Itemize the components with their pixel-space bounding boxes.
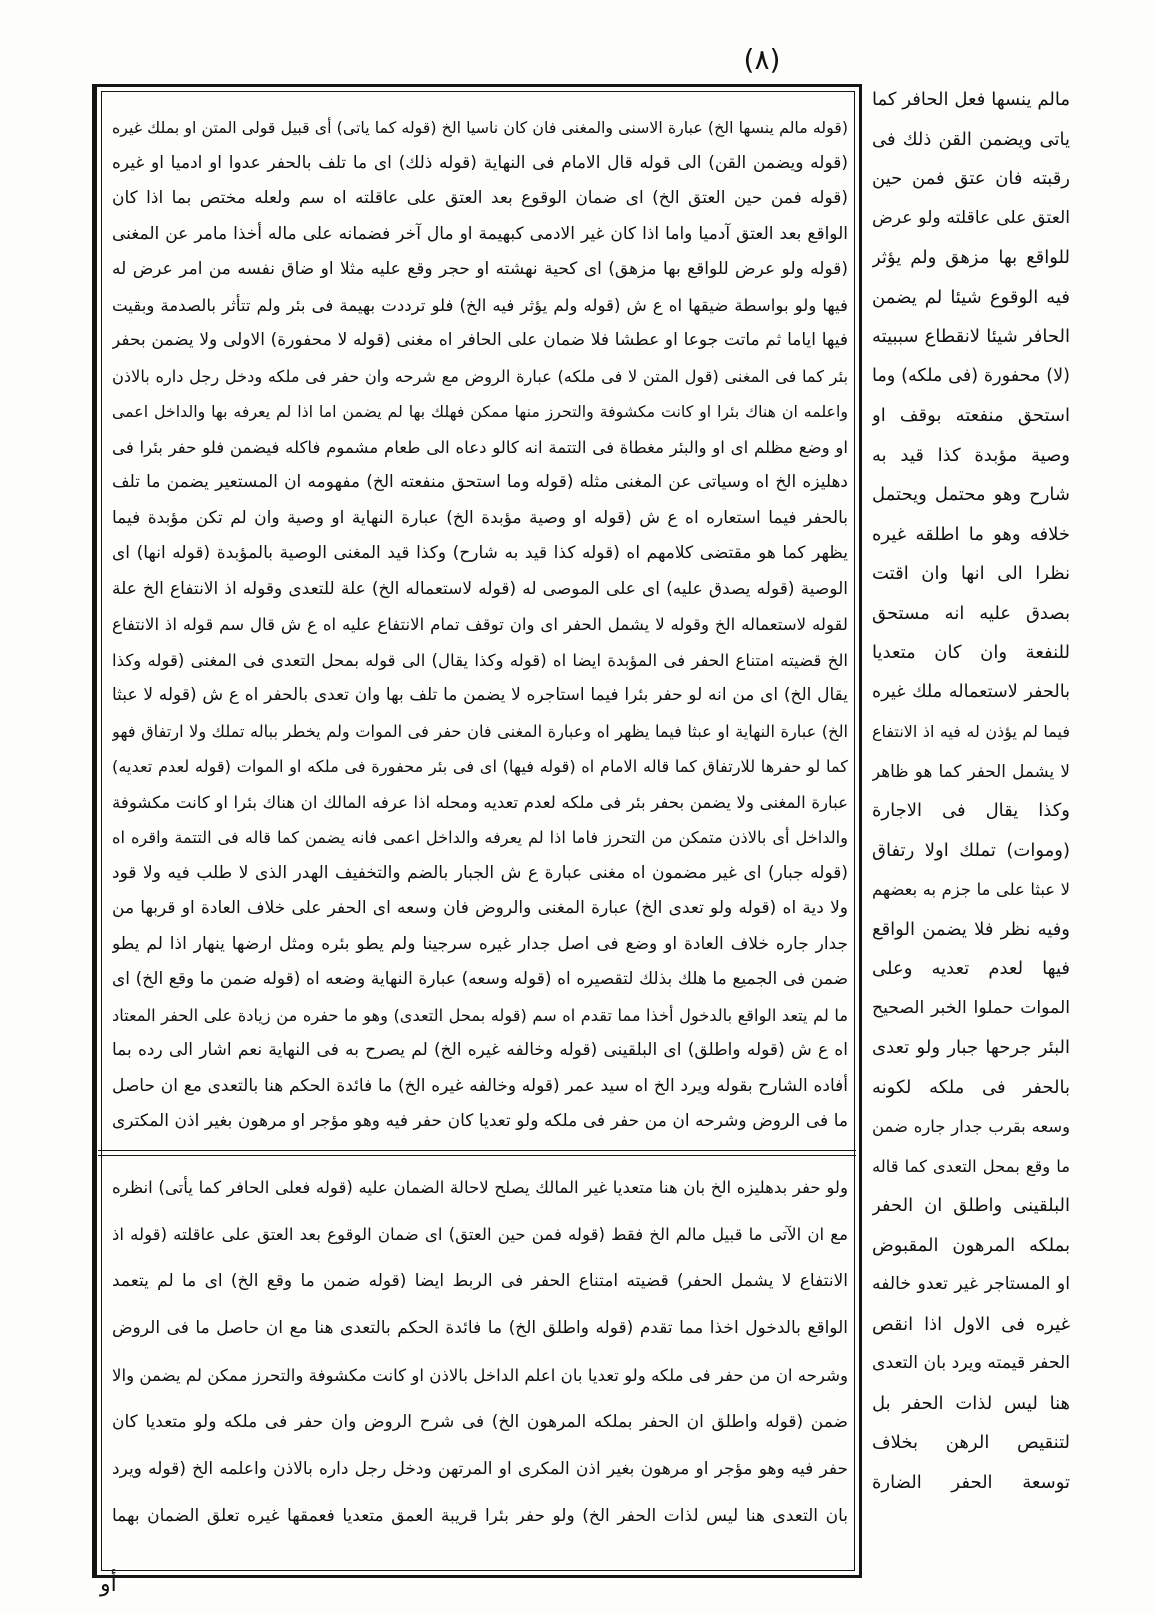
commentary-line: واعلمه ان هناك بئرا او كانت مكشوفة والتحرز منها ممكن فهلك بها لم يضمن اما اذا لم يعرفه بها والداخل اعمى [112, 402, 848, 421]
main-text-line: غيره فى الاول اذا انقص [872, 1313, 1070, 1335]
main-text-line: فيه الوقوع شيئا لم يضمن [872, 286, 1070, 308]
commentary-line: فيها ولو بواسطة ضيقها اه ع ش (قوله ولم يؤثر فيه الخ) فلو ترددت بهيمة فى بئر ولم تتأثر بالصدمة وبقيت [112, 295, 848, 315]
main-text-line: الحفر قيمته ويرد بان التعدى [872, 1353, 1070, 1373]
footnote-line: ولو حفر بدهليزه الخ بان هنا متعديا غير المالك يصلح لاحالة الضمان عليه (قوله فعلى الحافر كما يأتى) انظره [112, 1178, 848, 1197]
commentary-line: يظهر كما هو مقتضى كلامهم اه (قوله كذا قيد به شارح) وكذا قيد المغنى الوصية بالمؤبدة (قوله انها) اى [112, 543, 848, 563]
commentary-line: والداخل أى بالاذن متمكن من التحرز فاما اذا لم يعرفه والداخل اعمى فانه يضمن كما قاله فى التتمة واقره اه [112, 828, 848, 847]
commentary-line: الوصية (قوله يصدق عليه) اى على الموصى له (قوله لاستعماله الخ) علة للتعدى وقوله اذ الانتفاع الخ علة [112, 578, 848, 599]
commentary-line: كما لو حفرها للارتفاق كما قاله الامام اه (قوله فيها) اى فى بئر محفورة فى ملكه او الموات (قوله لعدم تعديه) [112, 757, 848, 776]
main-text-line: بصدق عليه انه مستحق [872, 602, 1070, 624]
commentary-upper [112, 110, 848, 1140]
commentary-line: (قوله مالم ينسها الخ) عبارة الاسنى والمغنى فان كان ناسيا الخ (قوله كما ياتى) أى قبيل قولى المتن او بملك غيره [112, 118, 848, 137]
main-text-line: البلقينى واطلق ان الحفر [872, 1195, 1070, 1216]
main-text-line: (لا) محفورة (فى ملكه) وما [872, 365, 1070, 386]
commentary-line: ضمن فى الجميع ما هلك بذلك لتقصيره اه (قوله وسعه) عبارة النهاية وضعه اه (قوله ضمن ما وقع الخ) اى [112, 969, 848, 989]
main-text-line: (وموات) تملك اولا رتفاق [872, 839, 1070, 861]
main-text-line: هنا ليس لذات الحفر بل [872, 1392, 1070, 1414]
commentary-line: بئر كما فى المغنى (قول المتن لا فى ملكه) عبارة الروض مع شرحه وان حفر فى ملكه ودخل رجل داره بالاذن [112, 366, 848, 386]
commentary-separator [98, 1150, 856, 1156]
main-text-line: وصية مؤبدة كذا قيد به [872, 444, 1070, 466]
main-text-line: او المستاجر غير تعدو خالفه [872, 1274, 1070, 1294]
main-text-line: ما وقع بمحل التعدى كما قاله [872, 1156, 1070, 1176]
footnote-line: حفر فيه وهو مؤجر او مرهون بغير اذن المكرى او المرتهن ودخل رجل داره بالاذن واعلمه الخ (قوله ويرد [112, 1459, 848, 1479]
commentary-line: جدار جاره خلاف العادة او وضع فى اصل جدار غيره سرجينا ولم يطو بئره ومثل ارضها ينهار اذا لم يطو [112, 933, 848, 954]
main-text-line: لا عبثا على ما جزم به بعضهم [872, 880, 1070, 899]
footnote-line: ضمن (قوله واطلق ان الحفر بملكه المرهون الخ) فى شرح الروض وان حفر فى ملكه ولو متعديا كان [112, 1412, 848, 1432]
main-text-line: وفيه نظر فلا يضمن الواقع [872, 918, 1070, 940]
commentary-line: يقال الخ) اى من انه لو حفر بئرا فيما استاجره لا يضمن ما تلف بها وان تعدى بالحفر اه ع ش (قوله لا عبثا [112, 685, 848, 705]
commentary-line: (قوله ويضمن القن) الى قوله قال الامام فى النهاية (قوله ذلك) اى ما تلف بالحفر عدوا او ادميا او غيره [112, 152, 848, 173]
footnote-line: مع ان الآتى ما قبيل مالم الخ فقط (قوله فمن حين العتق) اى ضمان الوقوع بعد العتق على عاقلته (قوله اذ [112, 1225, 848, 1244]
commentary-line: (قوله فمن حين العتق الخ) اى ضمان الوقوع بعد العتق على عاقلته اه سم ولعله مختص بما اذا كان [112, 188, 848, 208]
commentary-line: الخ قضيته امتناع الحفر فى المؤبدة ايضا اه (قوله وكذا يقال) الى قوله بمحل التعدى فى المغنى (قوله وكذا [112, 650, 848, 670]
main-text-line: البئر جرحها جبار ولو تعدى [872, 1037, 1070, 1058]
commentary-line: (قوله ولو عرض للواقع بها مزهق) اى كحية نهشته او حجر وقع عليه مثلا او ضاق نفسه من امر عرض له [112, 259, 848, 279]
main-text-line: فيما لم يؤذن له فيه اذ الانتفاع [872, 722, 1070, 741]
main-text-line: رقبته فان عتق فمن حين [872, 168, 1070, 189]
footnote-line: وشرحه ان من حفر فى ملكه ولو تعديا بان اعلم الداخل بالاذن او كانت مكشوفة والتحرز ممكن لم يضمن والا [112, 1366, 848, 1385]
main-text-line: بالحفر فى ملكه لكونه [872, 1076, 1070, 1098]
main-text-line: استحق منفعته بوقف او [872, 405, 1070, 426]
main-text-line: بملكه المرهون المقبوض [872, 1234, 1070, 1256]
main-text-line: وسعه بقرب جدار جاره ضمن [872, 1117, 1070, 1136]
main-text-line: الحافر شيئا لانقطاع سببيته [872, 326, 1070, 347]
main-text-line: توسعة الحفر الضارة [872, 1471, 1070, 1493]
commentary-line: ما لم يتعد الواقع بالدخول أخذا مما تقدم اه سم (قوله بمحل التعدى) وهو ما حفره من زيادة على الحفر المعتاد [112, 1005, 848, 1025]
commentary-line: لقوله لاستعماله الخ وقوله لا يشمل الحفر اى وان توقف تمام الانتفاع عليه اه ع ش قال سم قوله اذ الانتفاع [112, 615, 848, 634]
commentary-lower [112, 1164, 848, 1540]
main-text-line: للنفعة وان كان متعديا [872, 642, 1070, 663]
footnote-line: بان التعدى هنا ليس لذات الحفر الخ) ولو حفر بئرا قريبة العمق متعديا فعمقها غيره تعلق الضمان بهما [112, 1506, 848, 1526]
commentary-line: فيها اياما ثم ماتت جوعا او عطشا فلا ضمان على الحافر اه مغنى (قوله لا محفورة) الاولى ولا يضمن بحفر [112, 330, 848, 350]
commentary-line: الخ) عبارة النهاية او عبثا فيما يظهر اه وعبارة المغنى فان حفر فى الموات ولم يخطر بباله تملك ولا ارتفاق فهو [112, 721, 848, 741]
main-text-line: وكذا يقال فى الاجارة [872, 800, 1070, 821]
commentary-line: عبارة المغنى ولا يضمن بحفر بئر فى ملكه لعدم تعديه ومحله اذا عرفه المالك ان هناك بئرا او كانت مكشوفة [112, 792, 848, 812]
footnote-line: الانتفاع لا يشمل الحفر) قضيته امتناع الحفر فى الربط ايضا (قوله ضمن ما وقع الخ) اى ما لم يتعمد [112, 1271, 848, 1291]
main-text-line: شارح وهو محتمل ويحتمل [872, 484, 1070, 505]
commentary-line: او وضع مظلم اى او والبئر مغطاة فى التتمة انه كالو دعاه الى طعام مشموم فاكله فيضمن فلو حفر بئرا فى [112, 437, 848, 457]
catchword: أو [100, 1572, 117, 1597]
main-text-line: لا يشمل الحفر كما هو ظاهر [872, 760, 1070, 781]
main-text-line: الموات حملوا الخبر الصحيح [872, 997, 1070, 1018]
main-text-line: العتق على عاقلته ولو عرض [872, 207, 1070, 228]
commentary-line: بالحفر فيما استعاره اه ع ش (قوله او وصية مؤبدة الخ) عبارة النهاية او وصية وان لم تكن مؤبدة فيما [112, 507, 848, 528]
main-text-line: نظرا الى انها وان اقتت [872, 563, 1070, 584]
main-text-line: مالم ينسها فعل الحافر كما [872, 89, 1070, 110]
page-number: (٨) [743, 43, 781, 76]
footnote-line: الواقع بالدخول اخذا مما تقدم (قوله واطلق الخ) ما فائدة الحكم بالتعدى هنا مع ان حاصل ما فى الروض [112, 1318, 848, 1338]
commentary-line: (قوله جبار) اى غير مضمون اه مغنى عبارة ع ش الجبار بالضم والتخفيف الهدر الذى لا طلب فيه ولا قود [112, 862, 848, 883]
main-text-line: خلافه وهو ما اطلقه غيره [872, 523, 1070, 545]
commentary-line: دهليزه الخ اه وسياتى عن المغنى مثله (قوله وما استحق منفعته الخ) مفهومه ان المستعير يضمن ما تلف [112, 472, 848, 492]
main-text-line: لتنقيص الرهن بخلاف [872, 1432, 1070, 1453]
commentary-line: الواقع بعد العتق آدميا واما اذا كان غير الادمى كبهيمة او مال آخر فضمانه على ماله أخذا مامر عن المغنى [112, 223, 848, 244]
main-text-line: بالحفر لاستعماله ملك غيره [872, 681, 1070, 702]
main-text-line: فيها لعدم تعديه وعلى [872, 958, 1070, 979]
main-text-column [872, 80, 1070, 1502]
commentary-line: ولا دية اه (قوله ولو تعدى الخ) عبارة المغنى والروض فان وسعه اى الحفر على خلاف العادة او قربها من [112, 898, 848, 918]
commentary-line: اه ع ش (قوله واطلق) اى البلقينى (قوله وخالفه غيره الخ) لم يصرح به فى النهاية نعم اشار الى رده بما [112, 1040, 848, 1060]
main-text-line: للواقع بها مزهق ولم يؤثر [872, 247, 1070, 268]
main-text-line: ياتى ويضمن القن ذلك فى [872, 128, 1070, 150]
commentary-line: ما فى الروض وشرحه ان من حفر فى ملكه ولو تعديا كان حفر فيه وهو مؤجر او مرهون بغير اذن المكترى [112, 1111, 848, 1131]
commentary-line: أفاده الشارح بقوله ويرد الخ اه سيد عمر (قوله وخالفه غيره الخ) ما فائدة الحكم هنا بالتعدى مع ان حاصل [112, 1075, 848, 1096]
